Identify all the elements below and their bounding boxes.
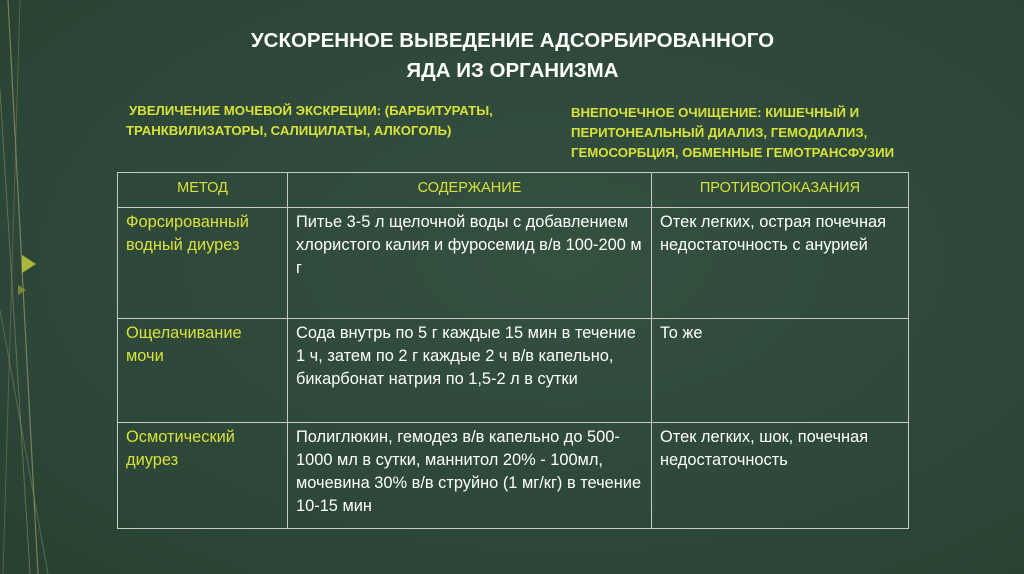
deco-triangle-2 [18, 285, 26, 295]
method-cell: Форсированный водный диурез [118, 208, 288, 319]
contraindications-cell: Отек легких, острая почечная недостаточность с анурией [652, 208, 909, 319]
page-title [160, 26, 865, 86]
extrarenal-cleansing-note [571, 103, 961, 163]
urinary-excretion-note [126, 101, 526, 141]
content-cell: Сода внутрь по 5 г каждые 15 мин в течение 1 ч, затем по 2 г каждые 2 ч в/в капельно, бикарбонат натрия по 1,5-2 л в сутки [288, 319, 652, 423]
methods-table [117, 172, 909, 529]
contraindications-cell: Отек легких, шок, почечная недостаточность [652, 423, 909, 529]
title-line-2: ЯДА ИЗ ОРГАНИЗМА [406, 59, 619, 82]
left-note-line-1: УВЕЛИЧЕНИЕ МОЧЕВОЙ ЭКСКРЕЦИИ: (БАРБИТУРАТЫ, [129, 103, 493, 118]
content-cell: Полиглюкин, гемодез в/в капельно до 500-1000 мл в сутки, маннитол 20% - 100мл, мочевина 30% в/в струйно (1 мг/кг) в течение 10-15 мин [288, 423, 652, 529]
content-cell: Питье 3-5 л щелочной воды с добавлением хлористого калия и фуросемид в/в 100-200 м г [288, 208, 652, 319]
header-method: МЕТОД [118, 173, 288, 208]
right-note-line-3: ГЕМОСОРБЦИЯ, ОБМЕННЫЕ ГЕМОТРАНСФУЗИИ [571, 145, 895, 160]
deco-line-3 [3, 0, 20, 574]
deco-triangle-1 [22, 255, 36, 273]
right-note-line-2: ПЕРИТОНЕАЛЬНЫЙ ДИАЛИЗ, ГЕМОДИАЛИЗ, [571, 125, 868, 140]
decorative-lines [0, 0, 60, 574]
method-cell: Ощелачивание мочи [118, 319, 288, 423]
title-line-1: УСКОРЕННОЕ ВЫВЕДЕНИЕ АДСОРБИРОВАННОГО [250, 29, 775, 52]
right-note-line-1: ВНЕПОЧЕЧНОЕ ОЧИЩЕНИЕ: КИШЕЧНЫЙ И [571, 105, 860, 120]
table-header-row [118, 173, 909, 208]
contraindications-cell: То же [652, 319, 909, 423]
left-note-line-2: ТРАНКВИЛИЗАТОРЫ, САЛИЦИЛАТЫ, АЛКОГОЛЬ) [126, 123, 452, 138]
table-row [118, 423, 909, 529]
method-cell: Осмотический диурез [118, 423, 288, 529]
table-row [118, 319, 909, 423]
table-row [118, 208, 909, 319]
header-contraindications: ПРОТИВОПОКАЗАНИЯ [652, 173, 909, 208]
header-content: СОДЕРЖАНИЕ [288, 173, 652, 208]
